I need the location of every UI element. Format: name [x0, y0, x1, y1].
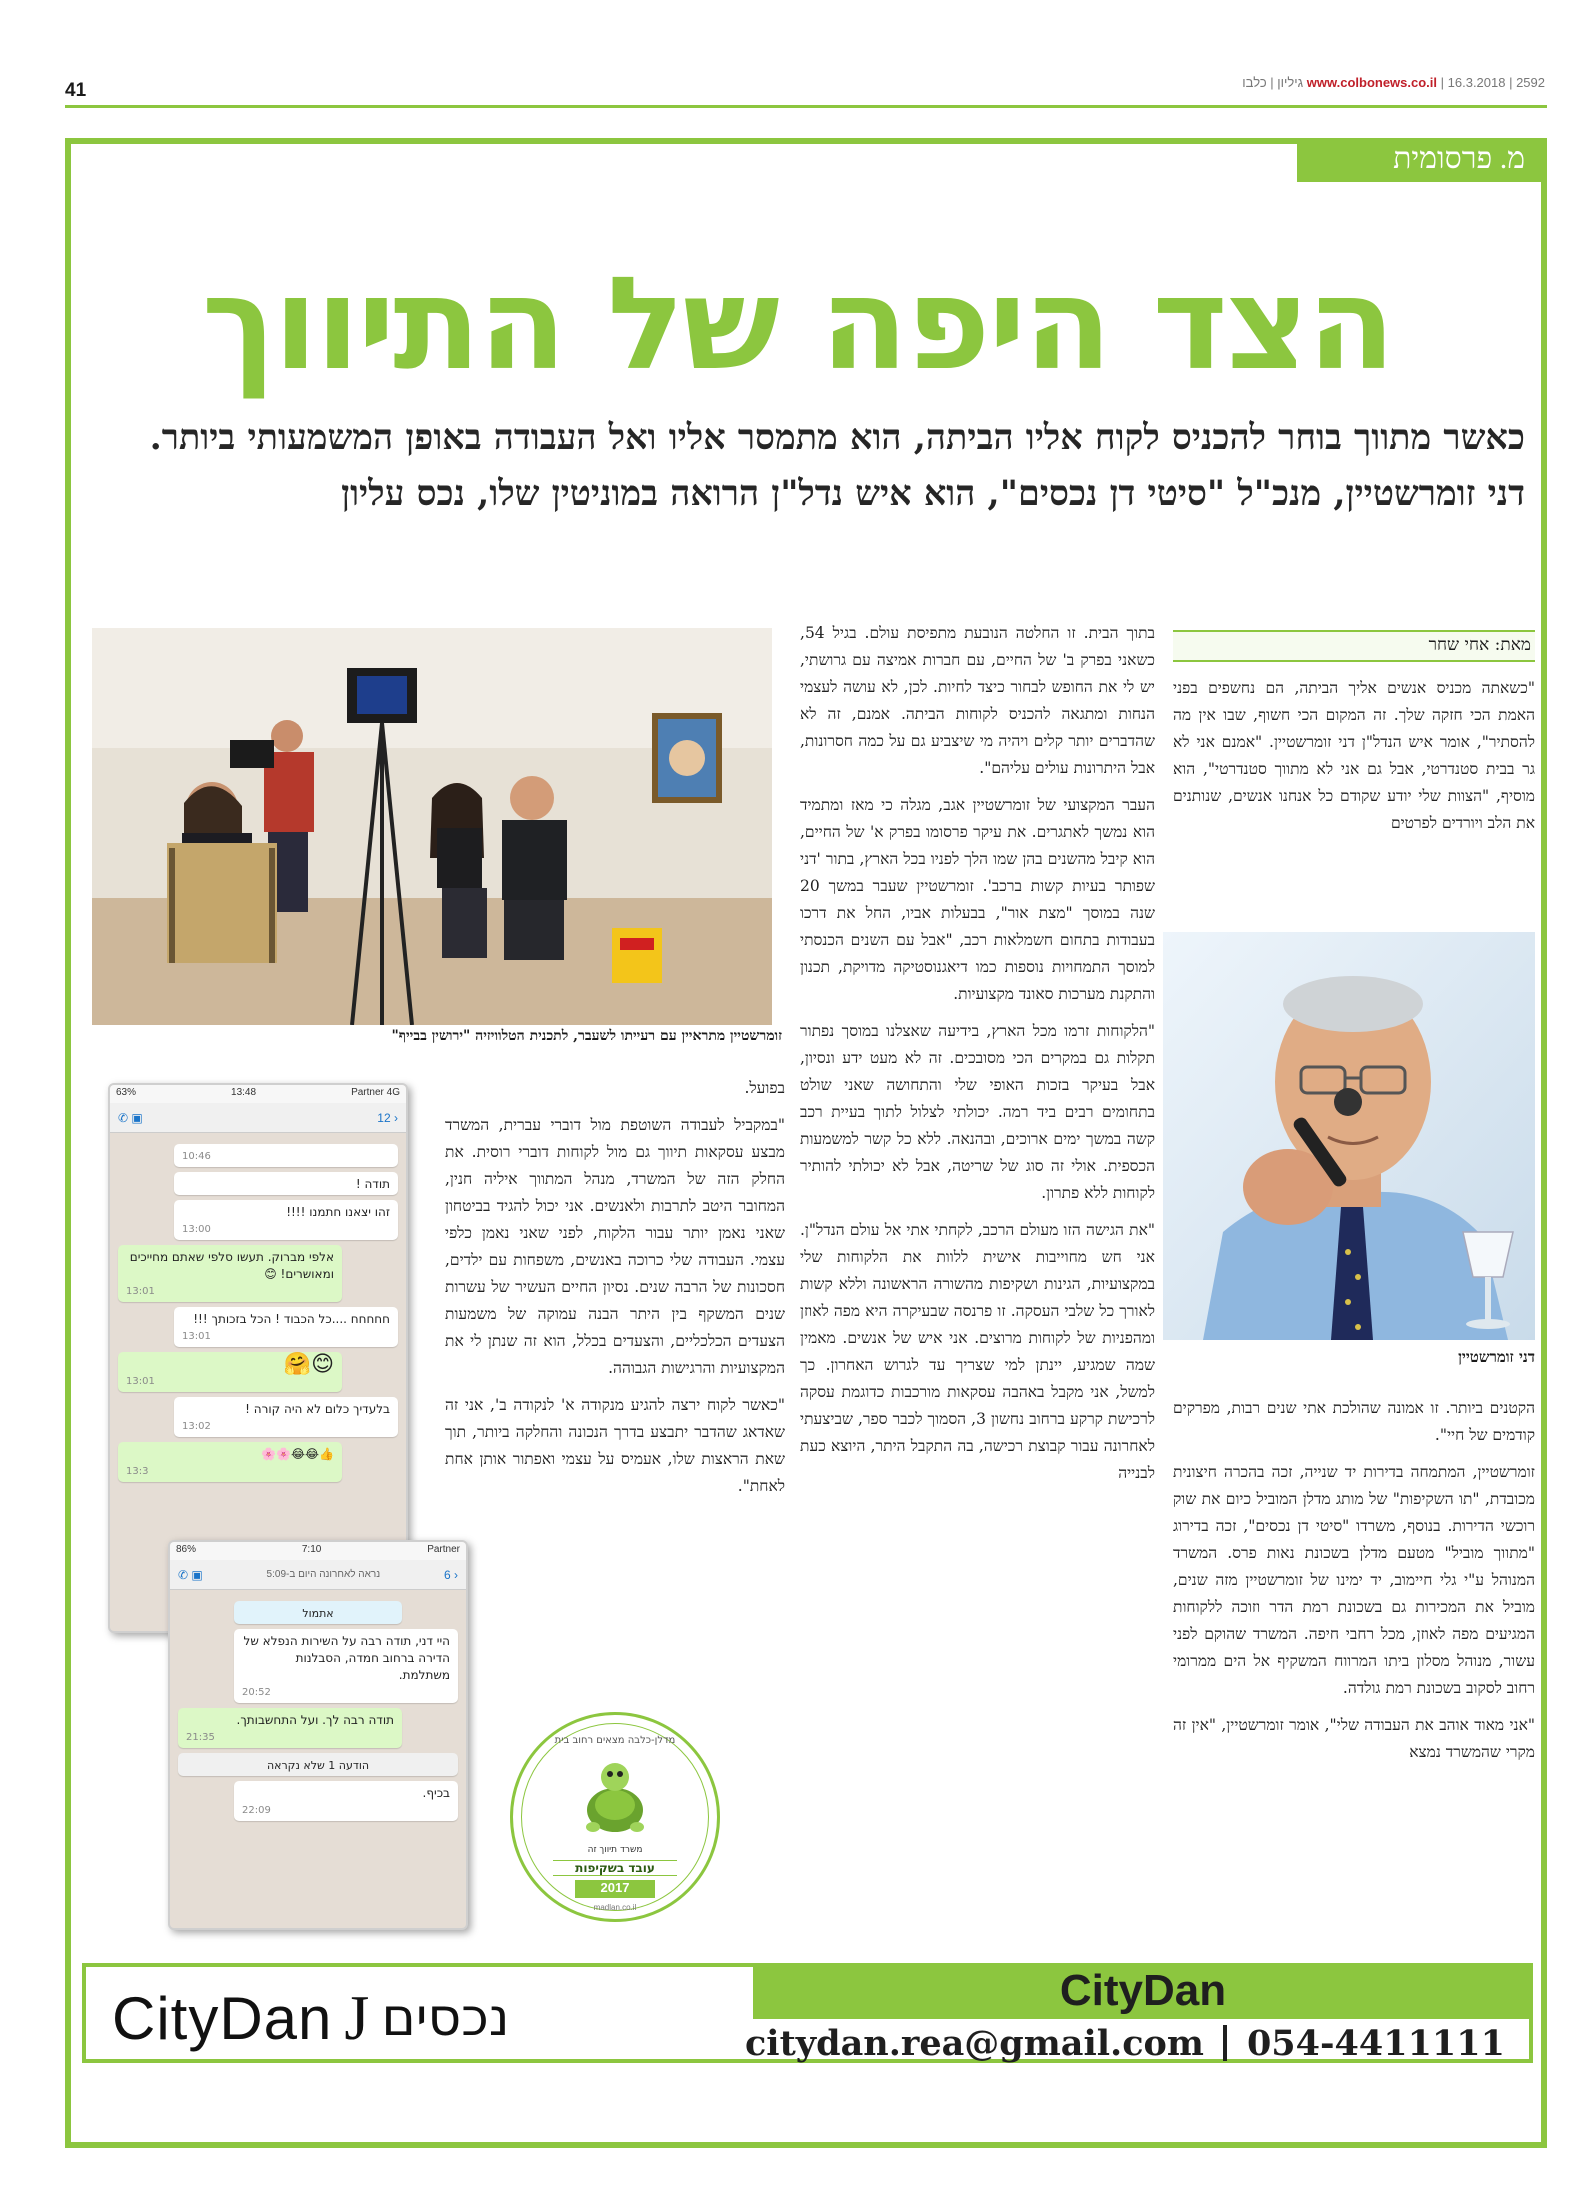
paragraph: "כשאתה מכניס אנשים אליך הביתה, הם נחשפים בפני האמת הכי חזקה שלך. זה המקום הכי חשוף, שבו אין מה להסתיר", אומר איש הנדל"ן דני זומרשטיין. "אמנם אני לא גר בבית סטנדרטי, אבל גם אני לא מתווך סטנדרטי", הוא מוסיף, "הצוות שלי יודע שקודם כל אנחנו אנשים, שנותנים את הלב ויורדים לפרטים: [1173, 679, 1535, 832]
ad-separator: [1223, 2025, 1227, 2061]
page-number: 41: [65, 80, 87, 101]
message-bubble: תודה !: [174, 1172, 398, 1195]
turtle-icon: [575, 1755, 655, 1840]
ad-phone[interactable]: 054-4411111: [1246, 2022, 1505, 2064]
paragraph: זומרשטיין, המתמחה בדירות יד שנייה, זכה בהכרה חיצונית מכובדת, "תו השקיפות" של מותג מדלן המוביל כיום את שוק רוכשי הדירות. בנוסף, משרדו "סיטי דן נכסים", זכה בדירוג "מתווך מוביל" מטעם מדלן בשכונת נאות פרס. המשרד המנוהל ע"י גלי חיימוב, יד ימינו של זומרשטיין מזה שנים, מוביל את המכירות גם בשכונת רמת הדר וזוכה ללקוחות המגיעים מפה לאוזן, מכל רחבי חיפה. המשרד שהוקם לפני עשור, מנוהל מסלון ביתו המרווח המשקיף אל הים ממרומי רחוב לסקוב בשכונת רמת גולדה.: [1173, 1463, 1535, 1697]
portrait-caption: דני זומרשטיין: [1458, 1348, 1535, 1366]
clock: 13:48: [231, 1087, 257, 1098]
message-bubble: חחחחח ....כל הכבוד ! הכל בזכותך !!! 13:01: [174, 1307, 398, 1347]
promo-tag: מ. פרסומית: [1297, 138, 1547, 182]
seal-line-1: משרד תיווך זה: [587, 1845, 643, 1855]
message-bubble: 😊🤗 13:01: [118, 1352, 342, 1392]
call-icon[interactable]: ✆ ▣: [178, 1567, 203, 1582]
message-list: [110, 1133, 406, 1493]
logo-hebrew-text: נכסים: [381, 1988, 510, 2048]
message-bubble: תודה רבה לך. ועל התחשבותך. 21:35: [178, 1708, 402, 1748]
article-column-1-continued: [1173, 1395, 1535, 1895]
carrier: Partner: [427, 1544, 460, 1555]
ad-brand-name: CityDan: [753, 1963, 1533, 2019]
logo-mark: J: [344, 1982, 370, 2053]
byline: מאת: אחי שחר: [1173, 630, 1535, 662]
ad-contact-line: [745, 2022, 1505, 2064]
last-seen: נראה לאחרונה היום ב-5:09: [266, 1569, 381, 1580]
paragraph: "הלקוחות זרמו מכל הארץ, בידיעה שאצלנו במוסך נפתור תקלות גם במקרים הכי מסובכים. זה לא מעט ידע ונסיון, אבל בעיקר בזכות האופי שלי והתחושה שאני שולט בתחומים רבים ביד רמה. יכולתי לצלול לתוך בעיית רכב קשה במשך ימים ארוכים, ובהנאה. ללא כל קשר למשמעות הכספית. אולי זה סוג של שריטה, אבל לא יכולתי להותיר לקוחות ללא פתרון.: [800, 1022, 1155, 1202]
issue-info: 16.3.2018 | 2592 גיליון | כלבו: [1242, 75, 1545, 90]
interview-photo: [92, 628, 772, 1025]
interview-illustration: [92, 628, 772, 1025]
chat-header: [170, 1560, 466, 1590]
status-bar: [110, 1085, 406, 1103]
ad-email[interactable]: citydan.rea@gmail.com: [745, 2022, 1204, 2064]
battery-level: 86%: [176, 1544, 197, 1555]
battery-level: 63%: [116, 1087, 137, 1098]
chat-header: [110, 1103, 406, 1133]
transparency-seal: [510, 1712, 720, 1922]
message-list: [170, 1590, 466, 1832]
back-button[interactable]: 12 ›: [377, 1110, 398, 1125]
message-bubble: בכיף. 22:09: [234, 1781, 458, 1821]
paragraph: "כאשר לקוח ירצה להגיע מנקודה א' לנקודה ב', אני זה שאדאג שהדבר יתבצע בדרך הנכונה והחלקה ביותר, תוך שאת הראצות שלו, אעמיס על עצמי ואפתור אותן אחת לאחת".: [445, 1396, 785, 1495]
paragraph: "את הגישה הזו מעולם הרכב, לקחתי אתי אל עולם הנדל"ן. אני חש מחוייבות אישית ללוות את הלקוחות שלי במקצועיות, הגינות ושקיפות מהשורה הראשונה וללא קשות לאורך כל שלבי העסקה. זו פרנסה שבעיקרה היא מפה לאוזן ומהפניות של לקוחות מרוצים. אני איש של אנשים. מאמין שמה שמגיע, יינתן למי שצריך עד לגרוש האחרון. כך למשל, אני מקבל באהבה עסקאות מורכבות כדוגמת עסקה לרכישת קרקע ברחוב נחשון 3, הסמוך לכבר ספר, שביצעתי לאחרונה עבור קבוצת רכישה, בה התקבל היתר, היוצא כעת לבנייה: [800, 1221, 1155, 1482]
message-bubble: 👍😂😂🌸🌸 13:3: [118, 1442, 342, 1482]
carrier: Partner 4G: [351, 1087, 400, 1098]
header-rule: [65, 105, 1547, 108]
article-column-2: [800, 620, 1155, 1895]
seal-line-2: עובד בשקיפות: [553, 1860, 677, 1876]
portrait-photo: [1163, 932, 1535, 1340]
unread-divider: הודעה 1 שלא נקראה: [178, 1753, 458, 1776]
call-icon[interactable]: ✆ ▣: [118, 1110, 143, 1125]
message-bubble: בלעדיך כלום לא היה קורה ! 13:02: [174, 1397, 398, 1437]
back-button[interactable]: 6 ›: [443, 1567, 458, 1582]
paragraph: העבר המקצועי של זומרשטיין אגב, מגלה כי מאז ומתמיד הוא נמשך לאתגרים. את עיקר פרסומו בפרק א' של החיים, הוא קיבל מהשנים בהן שמו הלך לפניו בכל הארץ, בתור 'דני שפותר בעיות קשות ברכב'. זומרשטיין שעבר במשך 20 שנה במוסך "מצת אור", בבעלות אביו, החל את דרכו בעבודות בתחום חשמלאות רכב, "אבל עם השנים הכנסתי למוסך התמחויות נוספות כמו דיאגנוסטיקה מדויקת, תכנון והתקנת מערכות סאונד מקצועיות.: [800, 796, 1155, 1003]
issue-meta: www.colbonews.co.il | 16.3.2018 | 2592 גיליון | כלבו: [1242, 75, 1545, 90]
headline: הצד היפה של התיווך: [201, 250, 1394, 399]
photo-caption: זומרשטיין מתראיין עם רעייתו לשעבר, לתכנית הטלוויזיה "ירושין בבייף": [391, 1028, 782, 1044]
site-url[interactable]: www.colbonews.co.il: [1306, 75, 1438, 90]
unread-count: 12: [377, 1110, 391, 1125]
seal-top-text: מדלן-כלבה מצאים רחוב בית: [554, 1735, 676, 1746]
paragraph: "במקביל לעבודה השוטפת מול דוברי עברית, המשרד מבצע עסקאות תיווך גם מול לקוחות דוברי רוסית. את החלק הזה של המשרד, מנהל המתווך איליה חנין, המחובר היטב לתרבות ולאנשים. אני יכול להגיד בביטחון שאני נאמן יותר עבור הלקוח, לפני שאני נאמן כלפי עצמי. העבודה שלי כרוכה באנשים, משפחות עם ילדים, חסכונות של הרבה שנים. נסיון החיים העשיר של עשרות שנים המשקף בין היתר הבנה עמוקה של משמעות הצעדים הכלכליים, והצעדים בכלל, הוא זה שנתן לי את המקצועיות והרגישות הגבוהה.: [445, 1116, 785, 1377]
paragraph: בתוך הבית. זו החלטה הנובעת מתפיסת עולם. בגיל 54, כשאני בפרק ב' של החיים, עם חברות אמיצה עם גרושתי, יש לי את החופש לבחור כיצד לחיות. לכן, לא עושה לעצמי הנחות ומתגאה להכניס לקוחות הביתה. אמנם, זה לא שהדברים יותר קלים ויהיה מי שיצביע גם על כמה חסרונות, אבל היתרונות עולים עליהם".: [800, 624, 1155, 777]
seal-url: madlan.co.il: [593, 1903, 637, 1912]
paragraph: בפועל.: [744, 1079, 785, 1097]
paragraph: "אני מאוד אוהב את העבודה שלי", אומר זומרשטיין, "אין זה מקרי שהמשרד נמצא: [1173, 1716, 1535, 1761]
portrait-illustration: [1163, 932, 1535, 1340]
article-column-3: [445, 1075, 785, 1525]
clock: 7:10: [301, 1544, 322, 1555]
message-bubble: אלפי מברוק. תעשו סלפי שאתם מחייכים ומאושרים! 😊 13:01: [118, 1245, 342, 1302]
message-bubble: זהו יצאנו חתמנו !!!! 13:00: [174, 1200, 398, 1240]
logo-latin-text: CityDan: [112, 1984, 333, 2052]
message-bubble: היי דני, תודה רבה על השירות הנפלא של הדירה ברחוב חמדה, הסבלנות משתלמת. 20:52: [234, 1629, 458, 1703]
day-divider: אתמול: [234, 1601, 402, 1624]
status-bar: [170, 1542, 466, 1560]
unread-count: 6: [443, 1567, 451, 1582]
article-column-1: [1173, 675, 1535, 950]
whatsapp-screenshot-2: [168, 1540, 468, 1930]
subheadline: כאשר מתווך בוחר להכניס לקוח אליו הביתה, הוא מתמסר אליו ואל העבודה באופן המשמעותי ביותר. דני זומרשטיין, מנכ"ל "סיטי דן נכסים", הוא איש נדל"ן הרואה במוניטין שלו, נכס עליון: [149, 417, 1525, 514]
message-bubble: 10:46: [174, 1144, 398, 1167]
seal-year: 2017: [575, 1880, 655, 1898]
paragraph: הקטנים ביותר. זו אמונה שהולכת אתי שנים רבות, מפרקים קודמים של חיי".: [1173, 1399, 1535, 1444]
citydan-logo: [112, 1983, 632, 2053]
